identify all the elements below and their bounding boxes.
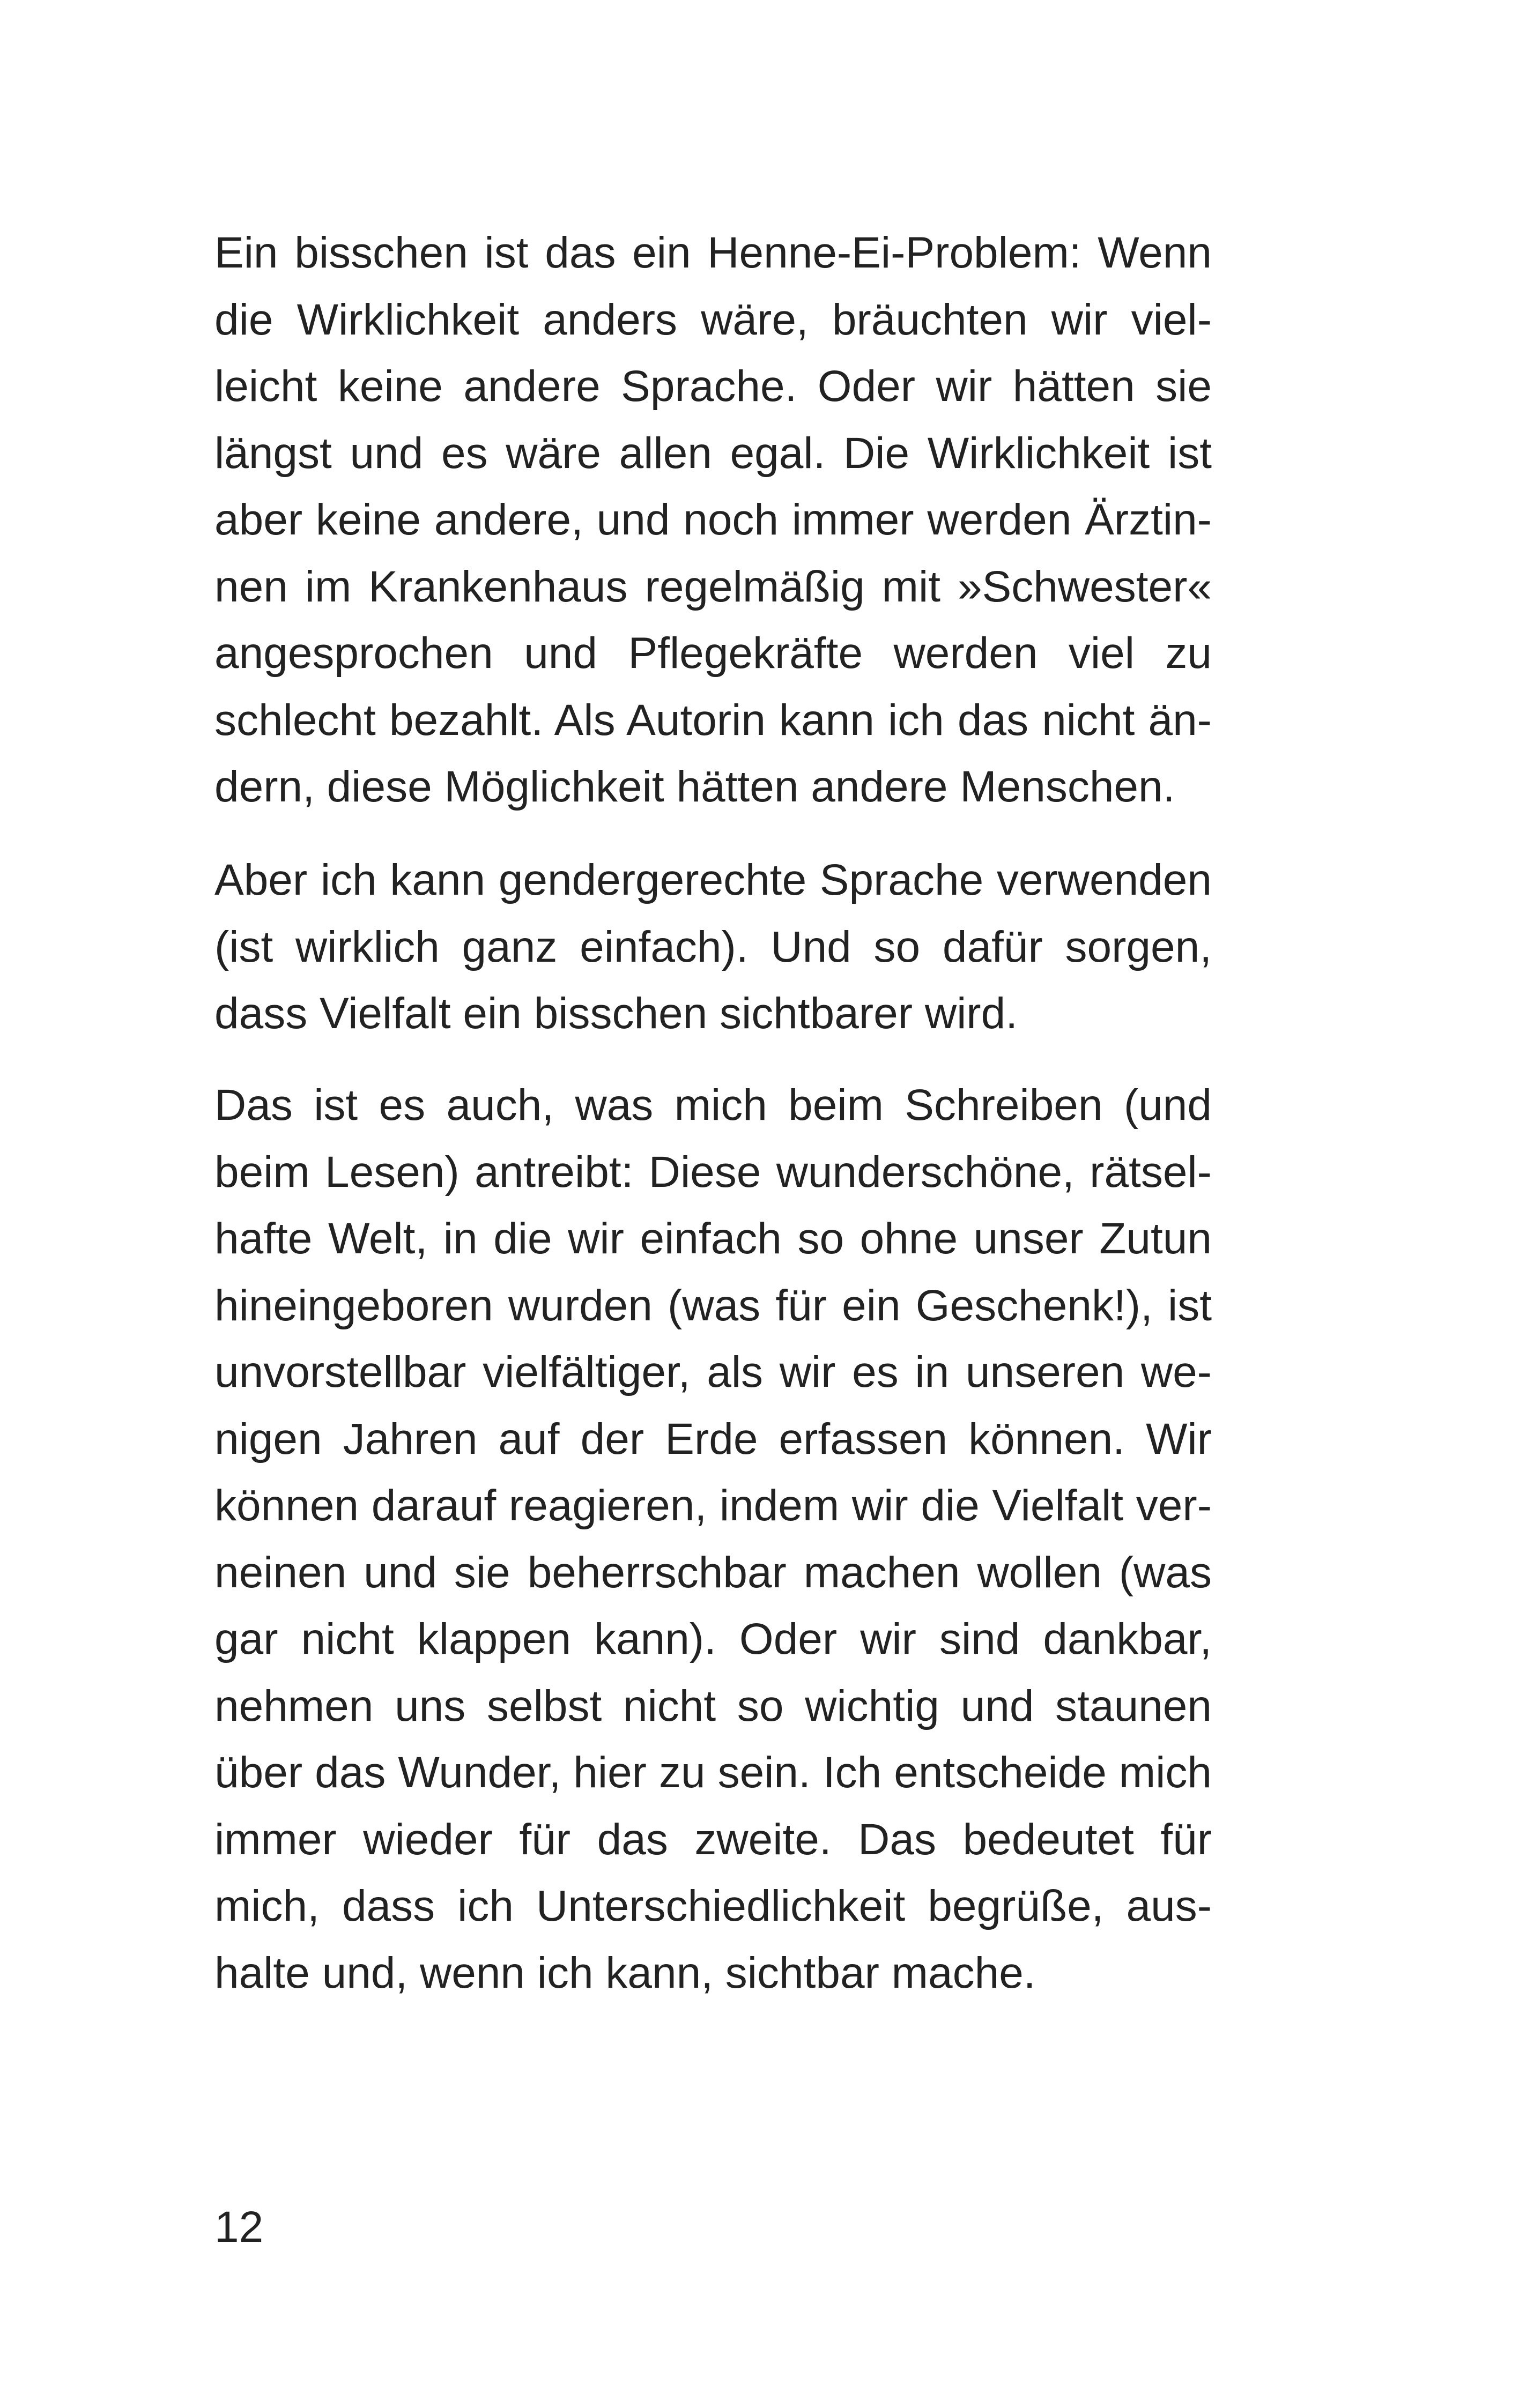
text-line: (ist wirklich ganz einfach). Und so dafür sorgen, [214,922,1212,971]
paragraph-2 [214,847,1212,1047]
text-line: nen im Krankenhaus regelmäßig mit »Schwester« [214,562,1212,611]
text-line: nigen Jahren auf der Erde erfassen können. Wir [214,1414,1212,1463]
text-line: unvorstellbar vielfältiger, als wir es in unseren we- [214,1348,1212,1396]
text-line: können darauf reagieren, indem wir die Vielfalt ver- [214,1481,1212,1530]
text-line: mich, dass ich Unterschiedlichkeit begrüße, aus- [214,1882,1212,1930]
paragraph-1 [214,220,1212,821]
page-number: 12 [214,2203,264,2251]
text-line: hineingeboren wurden (was für ein Geschenk!), ist [214,1281,1212,1330]
paragraph-3 [214,1072,1212,2006]
text-line: über das Wunder, hier zu sein. Ich entscheide mich [214,1748,1212,1797]
text-line: gar nicht klappen kann). Oder wir sind dankbar, [214,1615,1212,1663]
text-line: längst und es wäre allen egal. Die Wirklichkeit ist [214,428,1212,478]
text-line: dass Vielfalt ein bisschen sichtbarer wird. [214,989,1018,1038]
text-line: Das ist es auch, was mich beim Schreiben (und [214,1081,1212,1129]
text-line: Aber ich kann gendergerechte Sprache verwenden [214,856,1212,904]
text-line: nehmen uns selbst nicht so wichtig und staunen [214,1681,1212,1730]
text-line: hafte Welt, in die wir einfach so ohne unser Zutun [214,1214,1212,1263]
text-line: halte und, wenn ich kann, sichtbar mache. [214,1948,1036,1997]
text-line: neinen und sie beherrschbar machen wollen (was [214,1548,1212,1597]
text-line: schlecht bezahlt. Als Autorin kann ich das nicht än- [214,695,1212,745]
text-line: leicht keine andere Sprache. Oder wir hätten sie [214,362,1212,411]
text-line: Ein bisschen ist das ein Henne-Ei-Problem: Wenn [214,228,1212,277]
text-line: aber keine andere, und noch immer werden Ärztin- [214,495,1212,544]
text-line: beim Lesen) antreibt: Diese wunderschöne, rätsel- [214,1147,1212,1196]
text-line: dern, diese Möglichkeit hätten andere Menschen. [214,762,1175,811]
text-line: die Wirklichkeit anders wäre, bräuchten wir viel- [214,295,1212,344]
text-line: immer wieder für das zweite. Das bedeutet für [214,1815,1212,1864]
text-line: angesprochen und Pflegekräfte werden viel zu [214,629,1212,678]
